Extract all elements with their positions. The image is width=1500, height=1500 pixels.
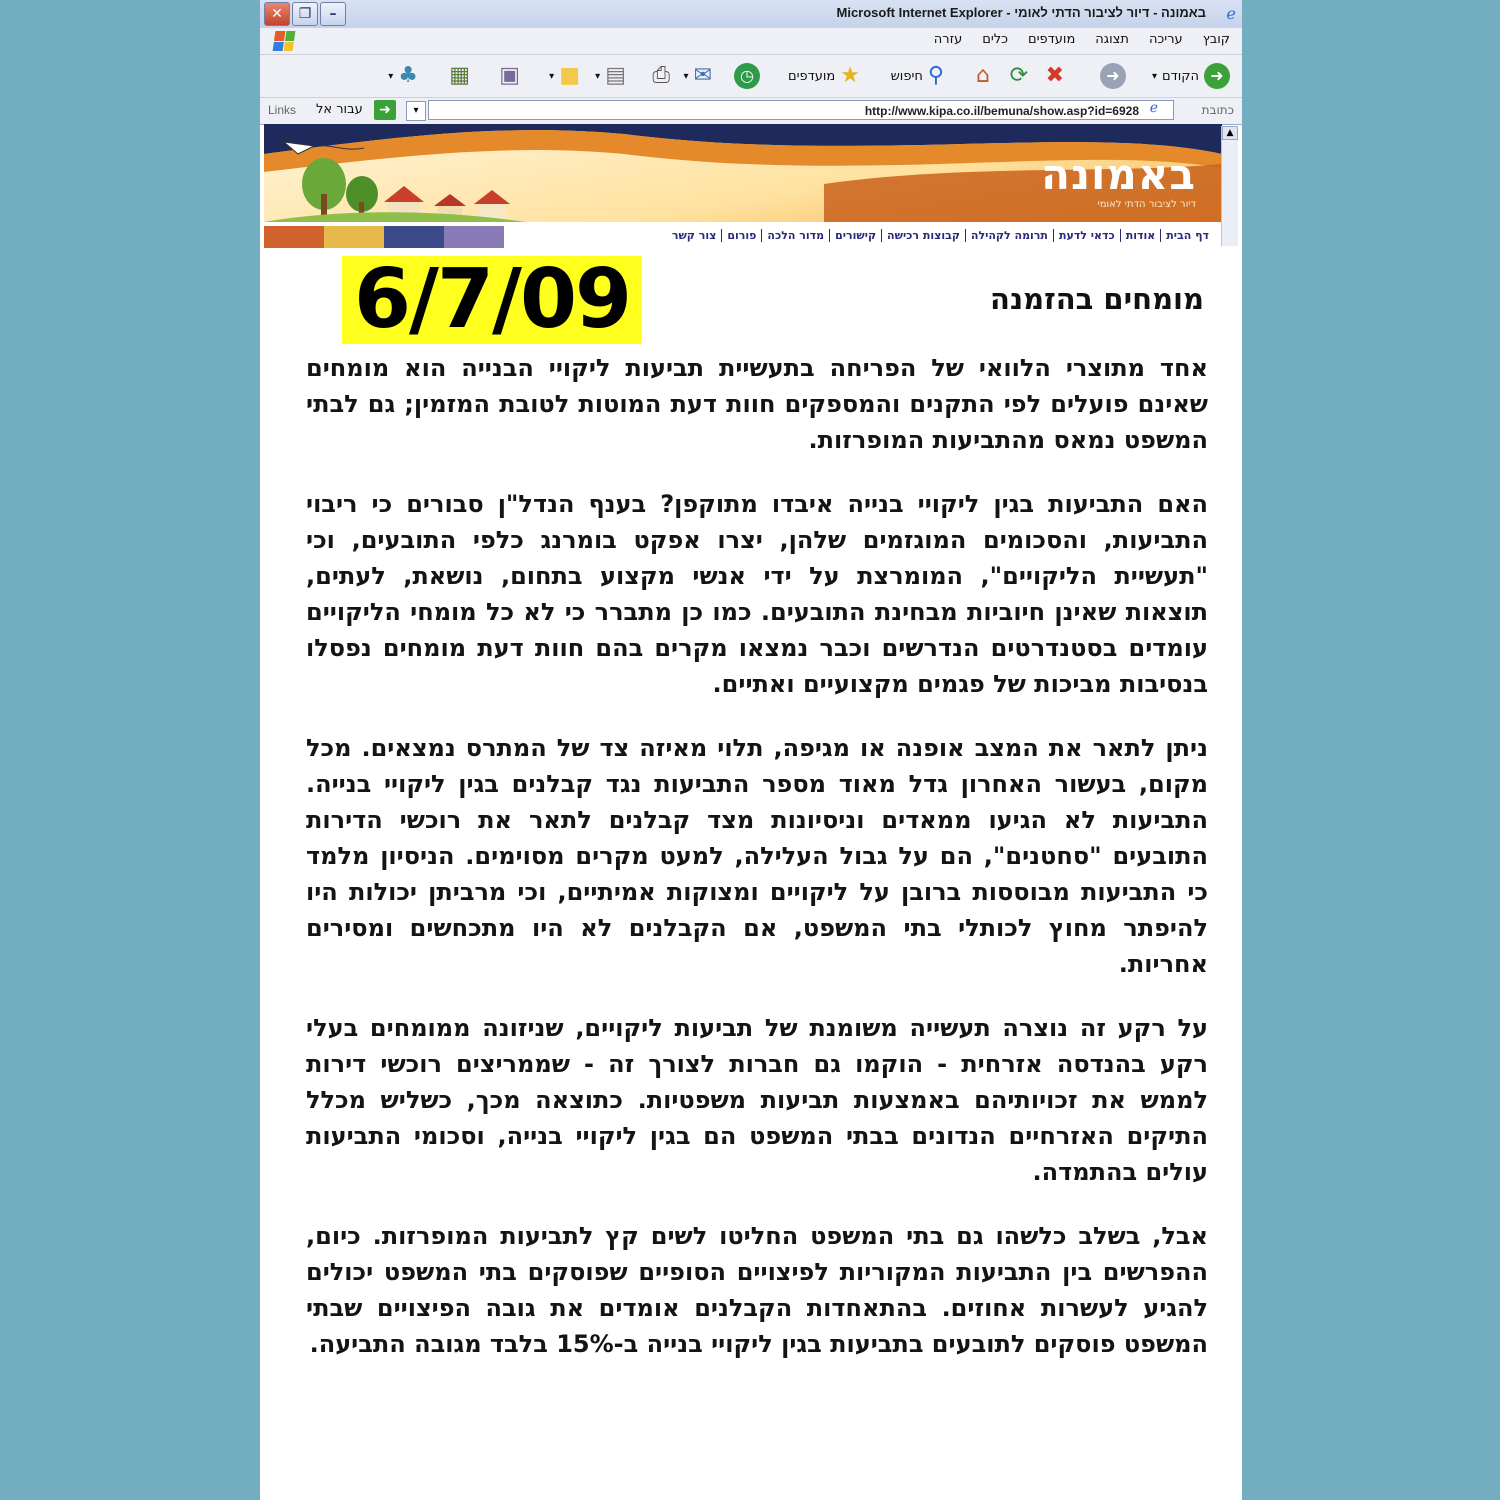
windows-logo-icon [273,31,296,51]
refresh-button[interactable] [1010,61,1028,91]
menu-bar [260,28,1242,55]
back-arrow-icon: ➜ [1204,63,1230,89]
links-label[interactable]: Links [268,103,297,117]
edit-document-icon: ▤ [605,63,626,88]
nav-halacha[interactable]: מדור הלכה [761,229,829,242]
nav-links[interactable]: קישורים [829,229,881,242]
address-input[interactable]: http://www.kipa.co.il/bemuna/show.asp?id=6928 [428,100,1174,120]
date-highlight: 6/7/09 [342,256,642,344]
article-paragraph: אחד מתוצרי הלוואי של הפריחה בתעשיית תביעות ליקויי הבנייה הוא מומחים שאינם פועלים לפי התקנים והמספקים חוות דעת המוטות לטובת המזמין; גם לבתי המשפט נמאס מהתביעות המופרזות. [306,354,1208,454]
nav-contact[interactable]: צור קשר [671,229,717,242]
article-body [306,350,1208,1390]
menu-view[interactable]: תצוגה [1095,32,1129,47]
back-label: הקודם [1162,68,1199,84]
research-button[interactable] [499,61,520,91]
calculator-button[interactable] [449,61,470,91]
research-icon: ▣ [499,63,520,88]
nav-home[interactable]: דף הבית [1160,229,1214,242]
menu-file[interactable]: קובץ [1202,32,1230,47]
site-logo-name: באמונה [1041,150,1196,199]
stop-icon: ✖ [1045,63,1064,88]
site-logo-tagline: דיור לציבור הדתי לאומי [1097,199,1196,210]
note-button[interactable] [549,61,580,91]
internet-explorer-icon: ℯ [1226,4,1236,23]
article-title: מומחים בהזמנה [990,282,1204,316]
menu-edit[interactable]: עריכה [1148,32,1183,47]
site-logo[interactable] [1041,150,1196,210]
site-banner [264,124,1222,248]
stop-button[interactable] [1046,61,1064,91]
site-navigation [667,229,1214,242]
messenger-dropdown-icon[interactable]: ▾ [388,70,394,82]
scroll-up-arrow-icon[interactable]: ▲ [1222,126,1238,140]
article-paragraph: אבל, בשלב כלשהו גם בתי המשפט החליטו לשים קץ לתביעות המופרזות. כיום, ההפרשים בין התביעות המקוריות לפיצויים הסופיים שפוסקים בתי המשפט יכולים להגיע לעשרות אחוזים. בהתאחדות הקבלנים אומדים את גובה הפיצויים שבתי המשפט פוסקים לתובעים בתביעות בגין ליקויי בנייה ב-15% בלבד מגובה התביעה. [306,1222,1208,1358]
address-bar [260,98,1242,125]
scanned-page [260,0,1242,1500]
edit-button[interactable] [595,61,626,91]
nav-about[interactable]: אודות [1120,229,1161,242]
go-arrow-icon[interactable]: ➜ [374,100,396,120]
page-icon: ℯ [1149,100,1158,116]
history-button[interactable] [734,61,760,91]
forward-button[interactable] [1100,61,1126,91]
article-paragraph: על רקע זה נוצרה תעשייה משומנת של תביעות ליקויים, שניזונה ממומחים בעלי רקע בהנדסה אזרחית - הוקמו גם חברות לצורך זה - שממריצים רוכשי דירות לממש את זכויותיהם באמצעות תביעות משפטיות. כתוצאה מכך, כשליש מכלל התיקים האזרחיים הנדונים בבתי המשפט הם בגין ליקויי בנייה, וסכומי התביעות עולים בהתמדה. [306,1014,1208,1186]
home-icon: ⌂ [976,63,990,88]
note-icon: ■ [559,63,580,88]
history-icon: ◷ [734,63,760,89]
window-controls [264,2,346,26]
menu-help[interactable]: עזרה [933,32,963,47]
article-paragraph: האם התביעות בגין ליקויי בנייה איבדו מתוקפן? בענף הנדל"ן סבורים כי ריבוי התביעות, והסכומים המוגזמים שלהן, יצרו אפקט בומרנג כלפי התובעים, וכי "תעשיית הליקויים", המומרצת על ידי אנשי מקצוע בתחום, נושאת, לעתים, תוצאות שאינן חיוביות מבחינת התובעים. כמו כן מתברר כי לא כל מומחי הליקויים עומדים בסטנדרטים הנדרשים וכבר נמצאו מקרים בהם חוות דעת מומחים נפסלו בנסיבות מביכות של פגמים מקצועיים ואתיים. [306,490,1208,698]
search-button[interactable] [891,61,944,91]
back-button[interactable] [1152,61,1230,91]
mail-dropdown-icon[interactable]: ▾ [683,70,689,82]
refresh-icon: ⟳ [1009,63,1028,88]
nav-worth-knowing[interactable]: כדאי לדעת [1053,229,1120,242]
standard-toolbar [260,55,1242,98]
address-dropdown-icon[interactable]: ▾ [406,101,426,121]
go-button-label[interactable]: עבור אל [316,102,363,117]
mail-button[interactable] [684,61,712,91]
printer-icon: ⎙ [652,63,670,88]
messenger-button[interactable] [388,61,418,91]
mail-icon: ✉ [693,63,712,88]
menu-tools[interactable]: כלים [982,32,1009,47]
search-icon: ⚲ [927,63,944,88]
close-window-button[interactable]: ✕ [264,2,290,26]
vertical-scrollbar[interactable] [1221,126,1238,246]
nav-forum[interactable]: פורום [721,229,761,242]
menu-favorites[interactable]: מועדפים [1028,32,1076,47]
restore-window-button[interactable]: ❐ [292,2,318,26]
back-dropdown-icon[interactable]: ▾ [1151,70,1158,82]
forward-arrow-icon: ➜ [1100,63,1126,89]
edit-dropdown-icon[interactable]: ▾ [595,70,601,82]
article-paragraph: ניתן לתאר את המצב אופנה או מגיפה, תלוי מאיזה צד של המתרס נמצאים. מכל מקום, בעשור האחרון גדל מאוד מספר התביעות נגד קבלנים בגין ליקויי בנייה. התביעות לא הגיעו ממאדים וניסיונות מצד קבלנים לתאר את רוכשי הדירות התובעים "סחטנים", הם על גבול העלילה, למעט מקרים מסוימים. הניסיון מלמד כי התביעות מבוססות ברובן על ליקויים ומצוקות אמיתיים, וכי מרביתן יכולות היו להיפתר מחוץ לכותלי בתי המשפט, אם הקבלנים לא היו מתכחשים ומסירים אחריות. [306,734,1208,978]
window-title-bar [260,0,1242,29]
window-title: באמונה - דיור לציבור הדתי לאומי - Microsoft Internet Explorer [836,5,1206,20]
print-button[interactable] [652,61,670,91]
nav-purchase-groups[interactable]: קבוצות רכישה [881,229,965,242]
home-button[interactable] [976,61,990,91]
messenger-icon: ♣ [398,63,418,88]
search-label: חיפוש [890,68,923,84]
minimize-window-button[interactable]: – [320,2,346,26]
nav-community-contribution[interactable]: תרומה לקהילה [965,229,1053,242]
calculator-icon: ▦ [449,63,470,88]
favorites-button[interactable] [788,61,860,91]
address-label: כתובת [1201,103,1234,117]
note-dropdown-icon[interactable]: ▾ [549,70,555,82]
favorites-label: מועדפים [788,68,836,84]
star-icon: ★ [840,63,860,88]
